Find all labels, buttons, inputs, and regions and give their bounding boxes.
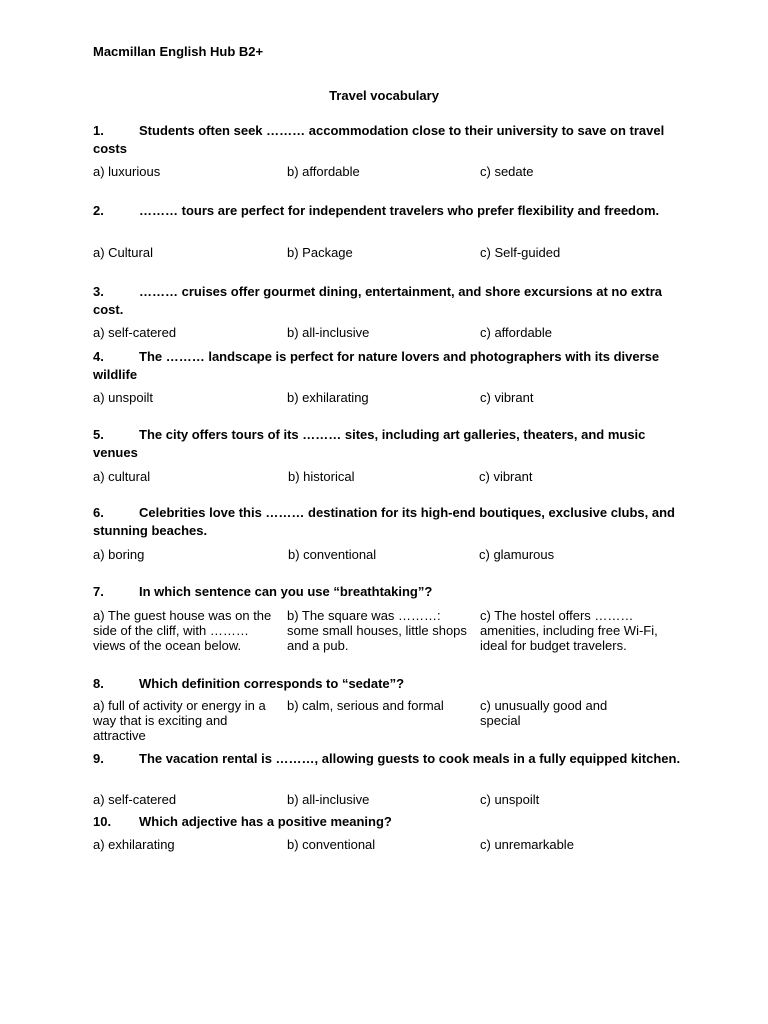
question-number: 7. <box>93 584 104 599</box>
question-number: 3. <box>93 284 104 299</box>
question-number: 1. <box>93 123 104 138</box>
option-b: b) calm, serious and formal <box>287 698 444 713</box>
option-b: b) all-inclusive <box>287 792 370 807</box>
question-text: ……… cruises offer gourmet dining, entertainment, and shore excursions at no extra cost. <box>93 284 662 317</box>
option-c: c) sedate <box>480 164 534 179</box>
question-number: 5. <box>93 427 104 442</box>
question-1 <box>93 122 683 158</box>
question-2 <box>93 202 683 220</box>
question-text: The vacation rental is ………, allowing guests to cook meals in a fully equipped kitchen. <box>139 751 681 766</box>
option-a: a) unspoilt <box>93 390 153 405</box>
option-a: a) boring <box>93 547 145 562</box>
question-6 <box>93 504 683 540</box>
question-number: 8. <box>93 676 104 691</box>
option-a: a) luxurious <box>93 164 161 179</box>
question-10 <box>93 813 683 831</box>
option-c: c) unspoilt <box>480 792 540 807</box>
option-b: b) historical <box>288 469 355 484</box>
option-b: b) exhilarating <box>287 390 369 405</box>
option-b: b) Package <box>287 245 353 260</box>
question-text: Celebrities love this ……… destination for its high-end boutiques, exclusive clubs, and stunning beaches. <box>93 505 675 538</box>
option-a: a) The guest house was on the side of the cliff, with ……… views of the ocean below. <box>93 608 272 653</box>
question-text: Students often seek ……… accommodation close to their university to save on travel costs <box>93 123 665 156</box>
question-7 <box>93 583 683 601</box>
question-text: In which sentence can you use “breathtaking”? <box>139 584 433 599</box>
option-a: a) exhilarating <box>93 837 175 852</box>
option-a: a) Cultural <box>93 245 153 260</box>
document-header: Macmillan English Hub B2+ <box>93 44 264 59</box>
question-number: 9. <box>93 751 104 766</box>
question-number: 4. <box>93 349 104 364</box>
question-9 <box>93 750 683 768</box>
question-text: The city offers tours of its ……… sites, including art galleries, theaters, and music venues <box>93 427 646 460</box>
option-a: a) cultural <box>93 469 151 484</box>
question-3 <box>93 283 683 319</box>
option-c: c) vibrant <box>480 390 534 405</box>
option-b: b) affordable <box>287 164 360 179</box>
question-text: Which adjective has a positive meaning? <box>139 814 392 829</box>
question-number: 2. <box>93 203 104 218</box>
question-number: 10. <box>93 814 112 829</box>
question-text: ……… tours are perfect for independent travelers who prefer flexibility and freedom. <box>139 203 660 218</box>
question-text: The ……… landscape is perfect for nature lovers and photographers with its diverse wildlife <box>93 349 660 382</box>
option-c: c) vibrant <box>479 469 533 484</box>
option-c: c) unusually good and special <box>480 698 608 728</box>
option-a: a) full of activity or energy in a way that is exciting and attractive <box>93 698 266 743</box>
page-title: Travel vocabulary <box>329 88 439 103</box>
option-a: a) self-catered <box>93 325 177 340</box>
option-b: b) conventional <box>288 547 377 562</box>
option-b: b) The square was ………: some small houses, little shops and a pub. <box>287 608 467 653</box>
question-number: 6. <box>93 505 104 520</box>
option-c: c) unremarkable <box>480 837 574 852</box>
option-a: a) self-catered <box>93 792 177 807</box>
question-8 <box>93 675 683 693</box>
option-c: c) The hostel offers ……… amenities, including free Wi-Fi, ideal for budget travelers. <box>480 608 658 653</box>
question-5 <box>93 426 683 462</box>
option-b: b) conventional <box>287 837 376 852</box>
option-c: c) glamurous <box>479 547 555 562</box>
option-c: c) Self-guided <box>480 245 561 260</box>
question-4 <box>93 348 683 384</box>
question-text: Which definition corresponds to “sedate”? <box>139 676 405 691</box>
option-c: c) affordable <box>480 325 553 340</box>
option-b: b) all-inclusive <box>287 325 370 340</box>
